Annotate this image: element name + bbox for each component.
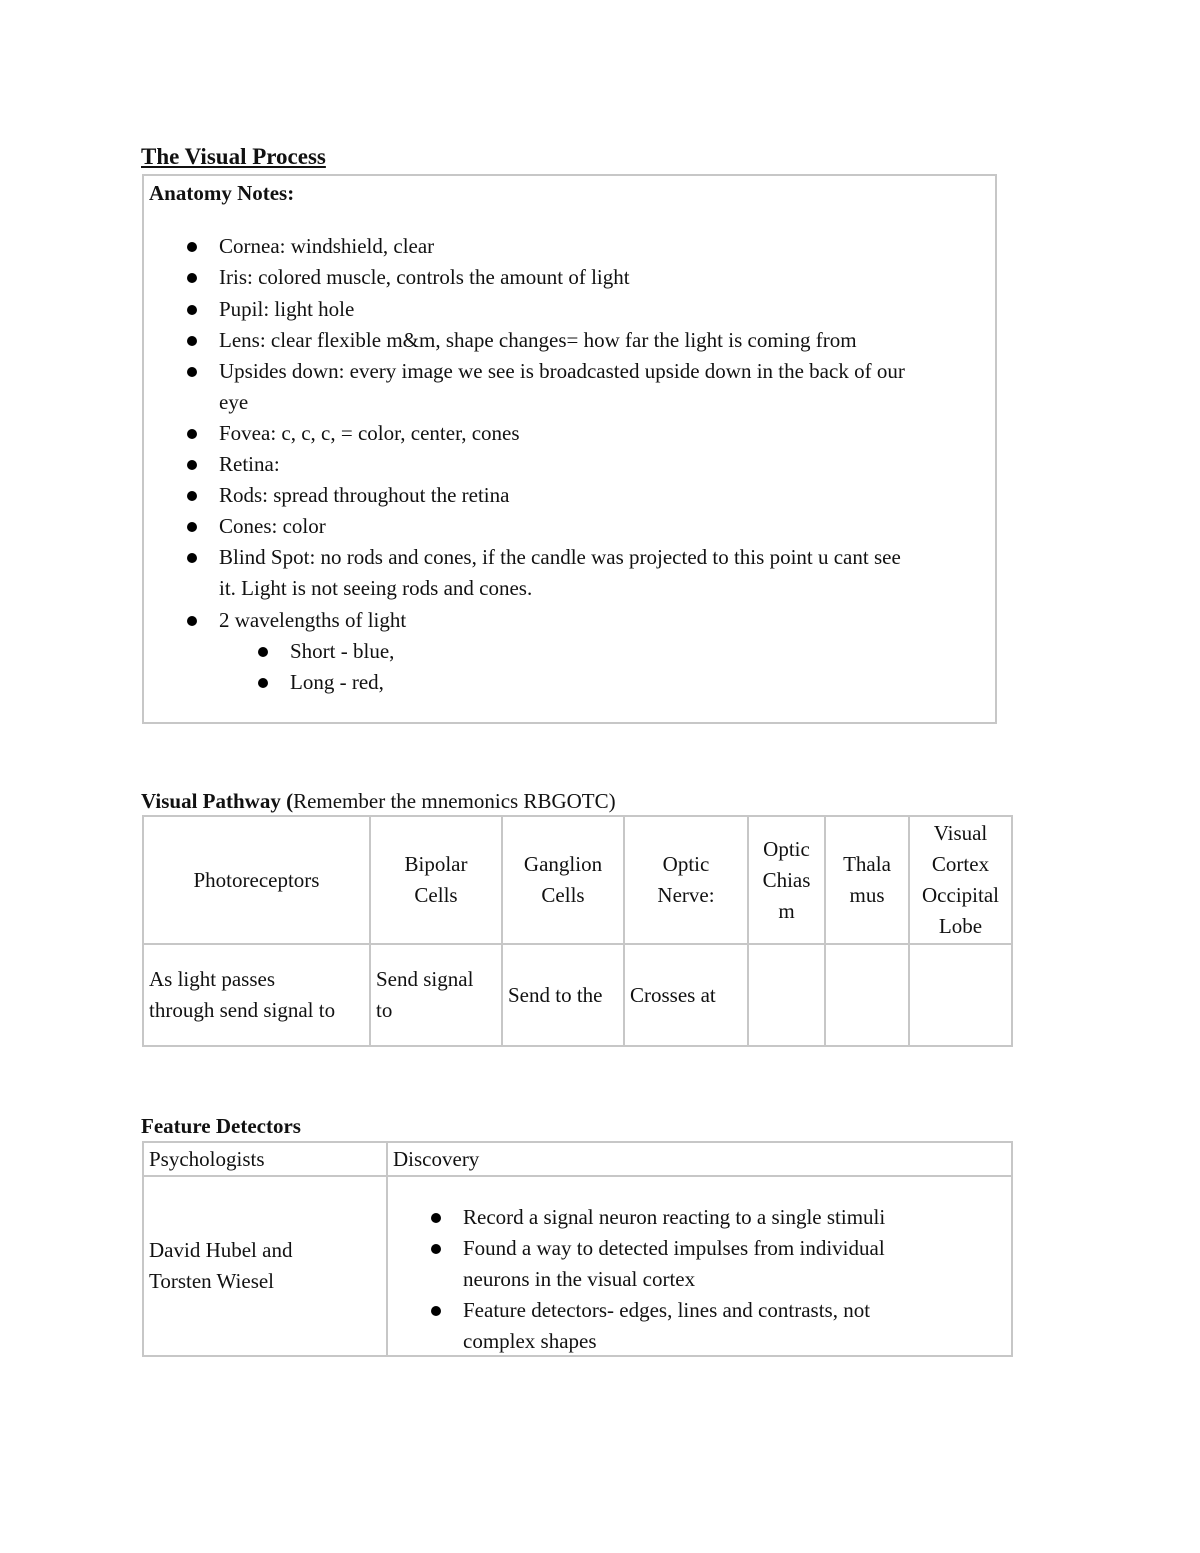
sub-bullet-icon — [258, 678, 268, 688]
pathway-heading — [141, 787, 616, 815]
list-item: Lens: clear flexible m&m, shape changes= how far the light is coming from — [219, 328, 857, 352]
cell-line: As light passes — [149, 967, 275, 991]
cell-line: Crosses at — [630, 982, 716, 1007]
pathway-heading-bold: Visual Pathway ( — [141, 789, 294, 813]
list-item: Upsides down: every image we see is broadcasted upside down in the back of our — [219, 359, 905, 383]
header-cell-psychologists — [142, 1141, 388, 1177]
list-item: Fovea: c, c, c, = color, center, cones — [219, 421, 520, 445]
cell-line: David Hubel and — [149, 1238, 293, 1262]
row-cell-photoreceptors — [142, 943, 371, 1047]
list-item-continuation: complex shapes — [463, 1329, 597, 1353]
list-item: 2 wavelengths of light — [219, 608, 407, 632]
sub-list-item: Short - blue, — [290, 639, 395, 663]
cell-line: Chias — [762, 867, 811, 892]
header-cell-ganglion — [501, 815, 625, 945]
bullet-icon — [187, 491, 197, 501]
bullet-icon — [187, 553, 197, 563]
list-item-continuation: eye — [219, 390, 249, 414]
cell-line: Bipolar — [404, 852, 468, 876]
anatomy-heading: Anatomy Notes: — [149, 181, 295, 205]
bullet-icon — [187, 273, 197, 283]
header-cell-thalamus — [824, 815, 910, 945]
bullet-icon — [187, 429, 197, 439]
row-cell-discoveries — [386, 1175, 1013, 1357]
row-cell-person — [142, 1175, 388, 1357]
cell-line: Send to the — [508, 982, 603, 1007]
cell-line: Psychologists — [149, 1146, 265, 1171]
list-item: Cones: color — [219, 514, 326, 538]
cell-line: mus — [849, 883, 885, 907]
list-item-continuation: neurons in the visual cortex — [463, 1267, 696, 1291]
cell-line: Photoreceptors — [193, 867, 320, 892]
list-item: Pupil: light hole — [219, 297, 355, 321]
header-cell-optic-nerve — [623, 815, 749, 945]
cell-line: Cells — [414, 883, 458, 907]
anatomy-notes-box — [142, 174, 997, 724]
header-cell-discovery — [386, 1141, 1013, 1177]
cell-line: Send signal — [376, 967, 474, 991]
cell-line: Cells — [541, 883, 585, 907]
row-cell-optic-chiasm — [747, 943, 826, 1047]
bullet-icon — [187, 460, 197, 470]
header-cell-visual-cortex — [908, 815, 1013, 945]
list-item: Iris: colored muscle, controls the amount of light — [219, 265, 630, 289]
cell-line: Lobe — [938, 914, 983, 938]
bullet-icon — [431, 1306, 441, 1316]
list-item: Feature detectors- edges, lines and contrasts, not — [463, 1298, 871, 1322]
header-cell-optic-chiasm — [747, 815, 826, 945]
row-cell-bipolar — [369, 943, 503, 1047]
cell-line: Optic — [763, 836, 810, 861]
cell-line: Torsten Wiesel — [149, 1269, 275, 1293]
bullet-icon — [187, 242, 197, 252]
bullet-icon — [187, 522, 197, 532]
bullet-icon — [187, 367, 197, 377]
cell-line: m — [778, 898, 795, 923]
bullet-icon — [187, 305, 197, 315]
list-item: Retina: — [219, 452, 280, 476]
row-cell-visual-cortex — [908, 943, 1013, 1047]
cell-line: Discovery — [393, 1146, 480, 1171]
pathway-table — [142, 815, 1013, 1047]
cell-line: Occipital — [922, 883, 999, 907]
sub-bullet-icon — [258, 647, 268, 657]
feature-table — [142, 1141, 1013, 1357]
cell-line: Cortex — [931, 852, 990, 876]
bullet-icon — [187, 616, 197, 626]
page-title: The Visual Process — [141, 144, 326, 169]
list-item: Found a way to detected impulses from individual — [463, 1236, 885, 1260]
list-item: Cornea: windshield, clear — [219, 234, 435, 258]
sub-list-item: Long - red, — [290, 670, 384, 694]
pathway-heading-note: Remember the mnemonics RBGOTC) — [293, 789, 616, 813]
header-cell-bipolar — [369, 815, 503, 945]
list-item: Record a signal neuron reacting to a single stimuli — [463, 1205, 886, 1229]
cell-line: Ganglion — [523, 852, 603, 876]
list-item: Rods: spread throughout the retina — [219, 483, 510, 507]
header-cell-photoreceptors — [142, 815, 371, 945]
bullet-icon — [187, 336, 197, 346]
row-cell-thalamus — [824, 943, 910, 1047]
list-item-continuation: it. Light is not seeing rods and cones. — [219, 576, 533, 600]
cell-line: Nerve: — [657, 883, 715, 907]
bullet-icon — [431, 1213, 441, 1223]
cell-line: through send signal to — [149, 998, 336, 1022]
bullet-icon — [431, 1244, 441, 1254]
cell-line: Thala — [843, 852, 891, 876]
list-item: Blind Spot: no rods and cones, if the candle was projected to this point u cant see — [219, 545, 901, 569]
feature-heading: Feature Detectors — [141, 1114, 301, 1138]
row-cell-ganglion — [501, 943, 625, 1047]
row-cell-optic-nerve — [623, 943, 749, 1047]
cell-line: Visual — [933, 821, 988, 845]
cell-line: Optic — [662, 852, 710, 876]
cell-line: to — [376, 998, 393, 1022]
